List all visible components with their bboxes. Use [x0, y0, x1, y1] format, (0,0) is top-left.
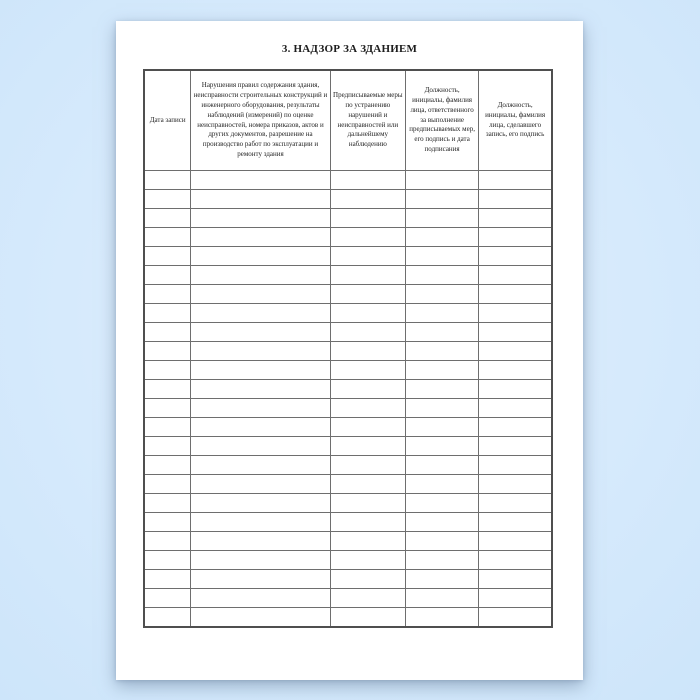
table-cell	[191, 437, 330, 456]
table-cell	[144, 361, 191, 380]
table-cell	[405, 380, 478, 399]
table-cell	[330, 171, 405, 190]
table-cell	[479, 418, 552, 437]
table-cell	[405, 589, 478, 608]
column-header-1: Нарушения правил содержания здания, неисправности строительных конструкций и инженерного оборудования, результаты наблюдений (измерений) по оценке неисправностей, номера приказов, актов и других документов, разрешение на производство работ по эксплуатации и ремонту здания	[191, 70, 330, 171]
column-header-0: Дата записи	[144, 70, 191, 171]
table-row	[144, 266, 552, 285]
column-header-3: Должность, инициалы, фамилия лица, ответственного за выполнение предписываемых мер, его подпись и дата подписания	[405, 70, 478, 171]
table-cell	[144, 513, 191, 532]
table-cell	[191, 342, 330, 361]
table-cell	[330, 247, 405, 266]
table-cell	[144, 171, 191, 190]
table-cell	[191, 513, 330, 532]
table-cell	[479, 361, 552, 380]
table-cell	[330, 589, 405, 608]
table-row	[144, 304, 552, 323]
table-cell	[144, 380, 191, 399]
table-cell	[479, 532, 552, 551]
table-cell	[144, 608, 191, 628]
table-cell	[479, 570, 552, 589]
table-row	[144, 342, 552, 361]
table-cell	[144, 456, 191, 475]
table-cell	[191, 418, 330, 437]
table-cell	[479, 342, 552, 361]
table-cell	[405, 266, 478, 285]
table-row	[144, 399, 552, 418]
table-cell	[191, 475, 330, 494]
table-cell	[191, 551, 330, 570]
table-cell	[405, 304, 478, 323]
table-cell	[330, 380, 405, 399]
table-cell	[479, 475, 552, 494]
table-cell	[479, 190, 552, 209]
table-cell	[479, 399, 552, 418]
table-cell	[191, 589, 330, 608]
table-cell	[191, 323, 330, 342]
table-row	[144, 190, 552, 209]
table-cell	[479, 456, 552, 475]
table-row	[144, 608, 552, 628]
table-cell	[479, 589, 552, 608]
table-cell	[330, 513, 405, 532]
table-cell	[191, 304, 330, 323]
column-header-4: Должность, инициалы, фамилия лица, сделавшего запись, его подпись	[479, 70, 552, 171]
table-cell	[479, 494, 552, 513]
table-cell	[144, 304, 191, 323]
table-cell	[191, 266, 330, 285]
table-cell	[144, 323, 191, 342]
table-cell	[405, 171, 478, 190]
table-cell	[479, 437, 552, 456]
table-cell	[405, 437, 478, 456]
table-cell	[191, 532, 330, 551]
table-cell	[479, 304, 552, 323]
table-cell	[144, 532, 191, 551]
table-cell	[144, 494, 191, 513]
table-cell	[144, 437, 191, 456]
table-cell	[330, 475, 405, 494]
table-cell	[405, 456, 478, 475]
table-cell	[330, 494, 405, 513]
table-cell	[405, 361, 478, 380]
table-cell	[405, 247, 478, 266]
table-cell	[330, 532, 405, 551]
table-cell	[405, 190, 478, 209]
table-cell	[405, 418, 478, 437]
table-cell	[479, 266, 552, 285]
table-row	[144, 513, 552, 532]
table-cell	[330, 608, 405, 628]
table-cell	[330, 304, 405, 323]
table-cell	[479, 228, 552, 247]
table-cell	[405, 323, 478, 342]
table-row	[144, 437, 552, 456]
table-row	[144, 494, 552, 513]
table-cell	[144, 285, 191, 304]
table-cell	[191, 209, 330, 228]
table-cell	[330, 570, 405, 589]
table-cell	[191, 399, 330, 418]
table-cell	[405, 608, 478, 628]
table-cell	[405, 285, 478, 304]
table-cell	[330, 551, 405, 570]
table-cell	[144, 475, 191, 494]
table-cell	[330, 418, 405, 437]
table-cell	[405, 570, 478, 589]
table-cell	[330, 456, 405, 475]
table-row	[144, 418, 552, 437]
table-cell	[191, 608, 330, 628]
table-row	[144, 532, 552, 551]
table-row	[144, 285, 552, 304]
table-cell	[144, 589, 191, 608]
table-row	[144, 456, 552, 475]
table-cell	[191, 247, 330, 266]
table-header	[144, 70, 552, 171]
table-cell	[479, 551, 552, 570]
table-cell	[330, 323, 405, 342]
table-row	[144, 589, 552, 608]
table-cell	[405, 399, 478, 418]
table-cell	[330, 399, 405, 418]
table-cell	[479, 285, 552, 304]
table-cell	[144, 190, 191, 209]
table-cell	[144, 399, 191, 418]
table-cell	[479, 171, 552, 190]
table-cell	[479, 247, 552, 266]
table-cell	[405, 494, 478, 513]
header-row	[144, 70, 552, 171]
table-cell	[330, 266, 405, 285]
table-cell	[191, 361, 330, 380]
table-row	[144, 209, 552, 228]
table-cell	[144, 551, 191, 570]
column-header-2: Предписываемые меры по устранению нарушений и неисправностей или дальнейшему наблюдению	[330, 70, 405, 171]
table-cell	[405, 513, 478, 532]
table-cell	[330, 228, 405, 247]
table-cell	[405, 228, 478, 247]
table-cell	[405, 209, 478, 228]
page-title: 3. НАДЗОР ЗА ЗДАНИЕМ	[281, 43, 418, 55]
table-cell	[144, 570, 191, 589]
table-row	[144, 570, 552, 589]
table-cell	[144, 418, 191, 437]
table-cell	[330, 342, 405, 361]
table-cell	[330, 285, 405, 304]
table-cell	[479, 608, 552, 628]
table-cell	[144, 342, 191, 361]
table-cell	[144, 228, 191, 247]
table-cell	[191, 494, 330, 513]
table-cell	[144, 266, 191, 285]
table-row	[144, 551, 552, 570]
table-cell	[144, 247, 191, 266]
table-cell	[405, 342, 478, 361]
table-cell	[330, 437, 405, 456]
supervision-table	[143, 69, 553, 628]
table-cell	[330, 361, 405, 380]
table-cell	[191, 285, 330, 304]
table-cell	[330, 209, 405, 228]
document-page	[116, 21, 583, 680]
table-cell	[191, 171, 330, 190]
table-body	[144, 171, 552, 628]
table-row	[144, 247, 552, 266]
table-row	[144, 361, 552, 380]
table-cell	[479, 323, 552, 342]
table-cell	[191, 570, 330, 589]
table-cell	[191, 190, 330, 209]
table-cell	[479, 209, 552, 228]
table-row	[144, 380, 552, 399]
table-cell	[405, 532, 478, 551]
table-cell	[479, 513, 552, 532]
table-cell	[405, 475, 478, 494]
table-cell	[191, 228, 330, 247]
table-cell	[191, 456, 330, 475]
table-row	[144, 475, 552, 494]
table-cell	[191, 380, 330, 399]
table-row	[144, 171, 552, 190]
table-cell	[405, 551, 478, 570]
table-cell	[479, 380, 552, 399]
table-cell	[144, 209, 191, 228]
table-cell	[330, 190, 405, 209]
table-row	[144, 228, 552, 247]
table-row	[144, 323, 552, 342]
